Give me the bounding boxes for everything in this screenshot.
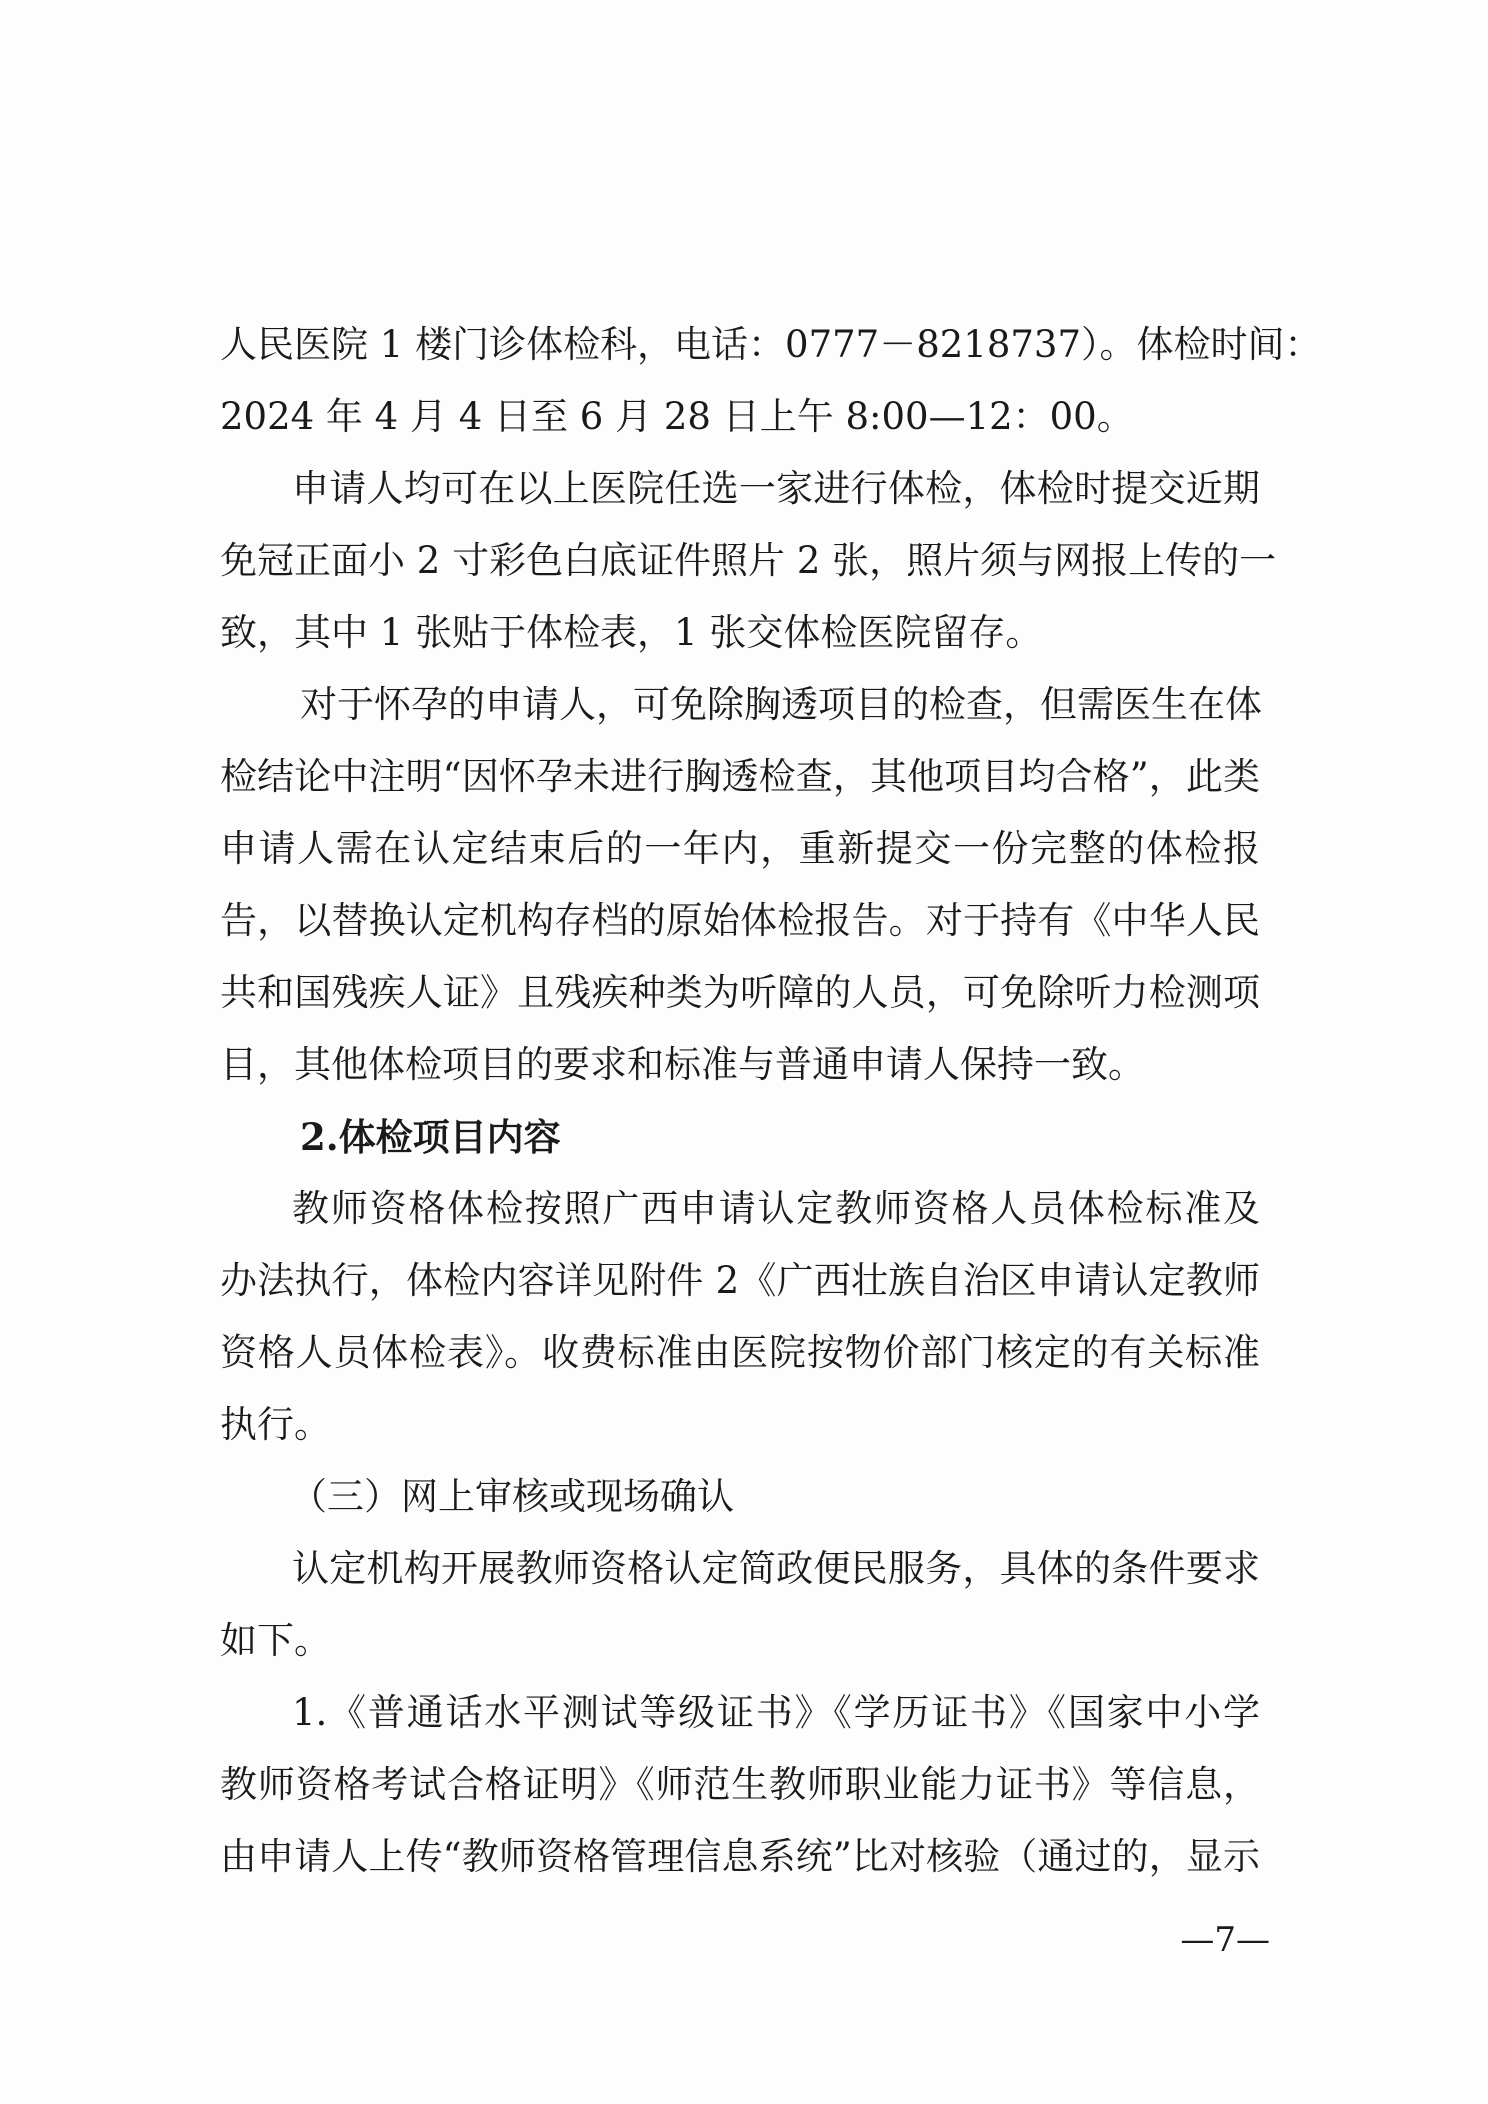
paragraph-line: 共和国残疾人证》且残疾种类为听障的人员，可免除听力检测项	[220, 971, 1260, 1014]
page-number: —7—	[1180, 1920, 1270, 1960]
paragraph-line: 检结论中注明“因怀孕未进行胸透检查，其他项目均合格”，此类	[220, 755, 1260, 798]
paragraph-line: 如下。	[220, 1619, 331, 1662]
paragraph-line: 认定机构开展教师资格认定简政便民服务，具体的条件要求	[292, 1547, 1260, 1590]
paragraph-line: 教师资格体检按照广西申请认定教师资格人员体检标准及	[292, 1187, 1260, 1230]
paragraph-line: 告，以替换认定机构存档的原始体检报告。对于持有《中华人民	[220, 899, 1260, 942]
section-heading: 2.体检项目内容	[300, 1115, 561, 1159]
section-heading: （三）网上审核或现场确认	[290, 1475, 734, 1518]
paragraph-line: 执行。	[220, 1403, 331, 1446]
paragraph-line: 1.《普通话水平测试等级证书》《学历证书》《国家中小学	[292, 1691, 1260, 1734]
paragraph-line: 人民医院 1 楼门诊体检科，电话：0777－8218737）。体检时间：	[220, 323, 1322, 366]
paragraph-line: 免冠正面小 2 寸彩色白底证件照片 2 张，照片须与网报上传的一	[220, 539, 1277, 582]
paragraph-line: 教师资格考试合格证明》《师范生教师职业能力证书》等信息，	[220, 1763, 1260, 1806]
paragraph-line: 资格人员体检表》。收费标准由医院按物价部门核定的有关标准	[220, 1331, 1260, 1374]
paragraph-line: 目，其他体检项目的要求和标准与普通申请人保持一致。	[220, 1043, 1145, 1086]
paragraph-line: 2024 年 4 月 4 日至 6 月 28 日上午 8:00—12：00。	[220, 395, 1134, 438]
paragraph-line: 由申请人上传“教师资格管理信息系统”比对核验（通过的，显示	[220, 1835, 1260, 1878]
paragraph-line: 办法执行，体检内容详见附件 2《广西壮族自治区申请认定教师	[220, 1259, 1260, 1302]
paragraph-line: 申请人均可在以上医院任选一家进行体检，体检时提交近期	[292, 467, 1260, 510]
paragraph-line: 申请人需在认定结束后的一年内，重新提交一份完整的体检报	[220, 827, 1260, 870]
paragraph-line: 致，其中 1 张贴于体检表，1 张交体检医院留存。	[220, 611, 1043, 654]
paragraph-line: 对于怀孕的申请人，可免除胸透项目的检查，但需医生在体	[300, 683, 1262, 726]
